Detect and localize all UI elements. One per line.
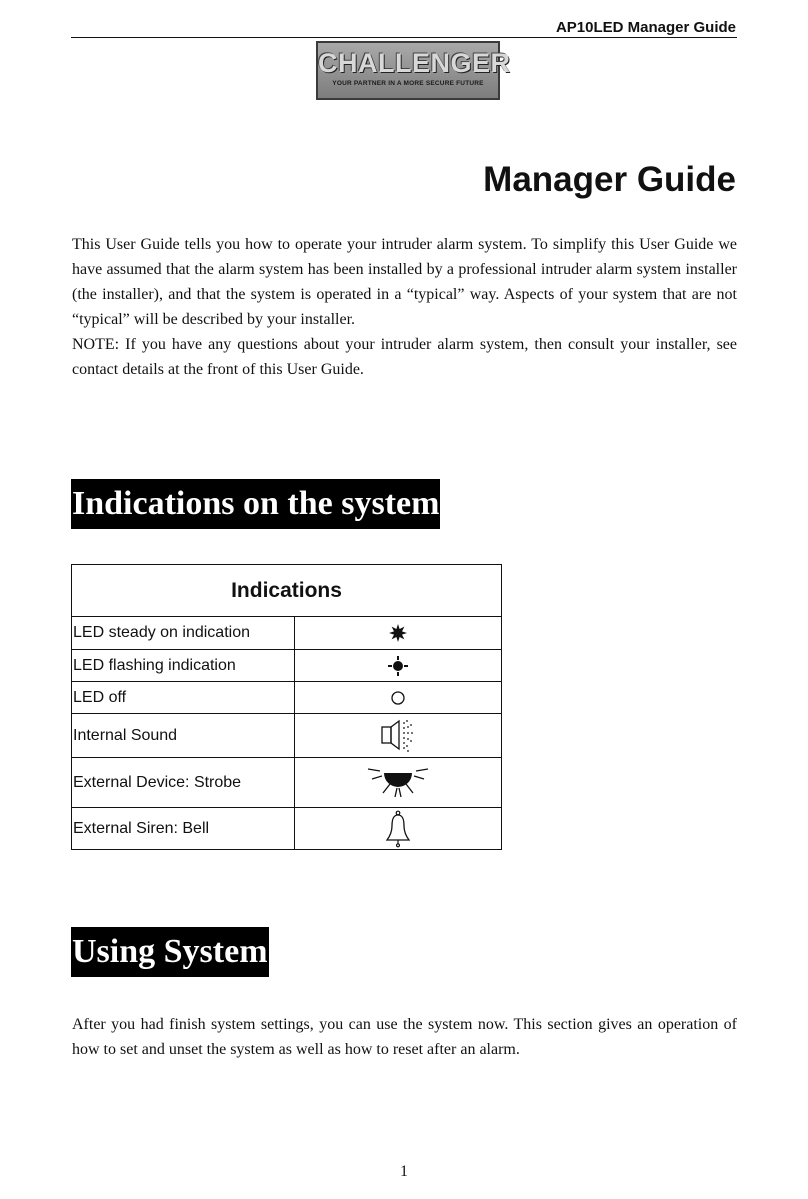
row-label: LED flashing indication	[72, 650, 295, 682]
led-steady-icon	[295, 617, 502, 650]
row-label: External Device: Strobe	[72, 758, 295, 808]
logo-tagline: YOUR PARTNER IN A MORE SECURE FUTURE	[332, 80, 484, 87]
note-paragraph: NOTE: If you have any questions about your intruder alarm system, then consult your installer, see contact details at the front of this User Guide.	[72, 336, 737, 378]
page-number: 1	[400, 1163, 408, 1180]
strobe-icon	[295, 758, 502, 808]
row-label: Internal Sound	[72, 714, 295, 758]
row-label: External Siren: Bell	[72, 808, 295, 850]
header-rule	[71, 37, 737, 38]
challenger-logo	[316, 41, 511, 100]
section-heading-indications: Indications on the system	[71, 479, 440, 529]
section-heading-using-system: Using System	[71, 927, 269, 977]
row-label: LED steady on indication	[72, 617, 295, 650]
table-row	[72, 650, 502, 682]
logo-brand: CHALLENGER	[318, 48, 511, 78]
speaker-icon	[295, 714, 502, 758]
indications-table	[71, 564, 502, 850]
table-caption: Indications	[72, 565, 502, 617]
led-flashing-icon	[295, 650, 502, 682]
page-title: Manager Guide	[483, 160, 736, 199]
row-label: LED off	[72, 682, 295, 714]
bell-icon	[295, 808, 502, 850]
table-row	[72, 714, 502, 758]
intro-paragraph: This User Guide tells you how to operate your intruder alarm system. To simplify this User Guide we have assumed that the alarm system has been installed by a professional intruder alarm system installer (the installer), and that the system is operated in a “typical” way. Aspects of your system that are not “typical” will be described by your installer.	[72, 236, 737, 328]
table-row	[72, 758, 502, 808]
table-row	[72, 682, 502, 714]
table-row	[72, 617, 502, 650]
table-row	[72, 808, 502, 850]
running-header: AP10LED Manager Guide	[555, 19, 736, 36]
using-system-paragraph: After you had finish system settings, you can use the system now. This section gives an operation of how to set and unset the system as well as how to reset after an alarm.	[72, 1016, 737, 1058]
led-off-icon	[295, 682, 502, 714]
